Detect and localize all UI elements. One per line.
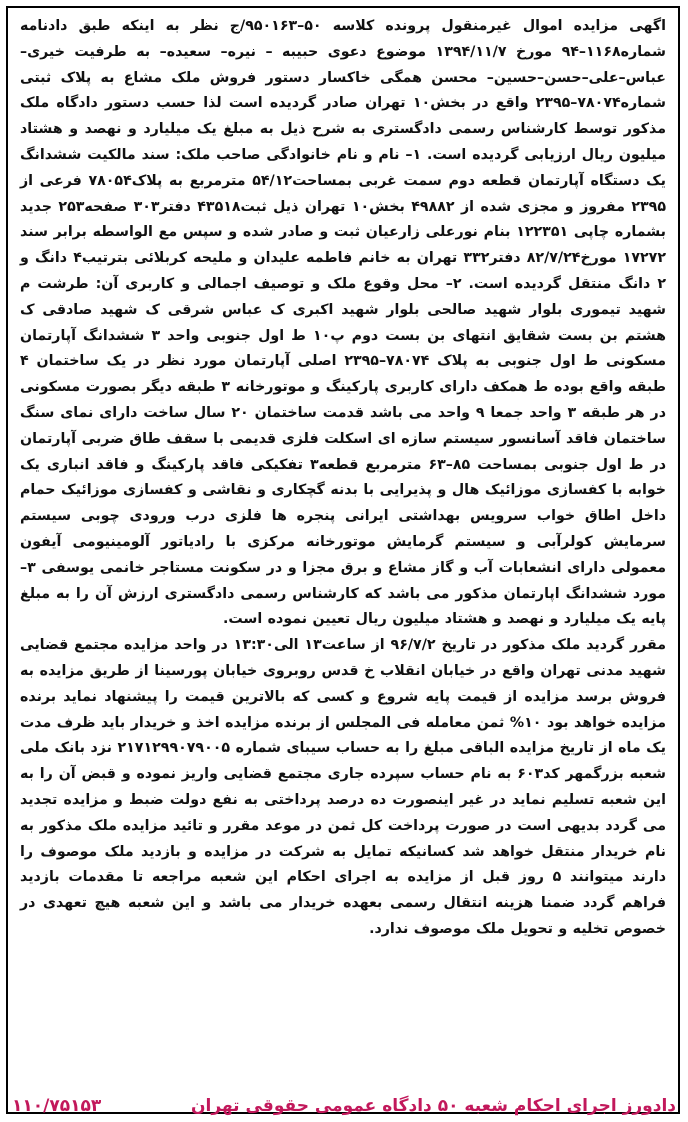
notice-body [20, 14, 666, 943]
footer-issuer: دادورز اجرای احکام شعبه ۵۰ دادگاه عمومی حقوقی تهران [191, 1096, 676, 1116]
notice-paragraph-2: مقرر گردید ملک مذکور در تاریخ ۹۶/۷/۲ از ساعت۱۳ الی۱۳:۳۰ در واحد مزایده مجتمع قضایی شهید مدنی تهران واقع در خیابان انقلاب خ قدس روبروی خیابان پورسینا از طریق مزایده به فروش برسد مزایده از قیمت پایه شروع و کسی که بالاترین قیمت را پیشنهاد نماید برنده مزایده خواهد بود ۱۰% ثمن معامله فی المجلس از برنده مزایده اخذ و خریدار باید ظرف مدت یک ماه از تاریخ مزایده الباقی مبلغ را به حساب سیبای شماره ۲۱۷۱۲۹۹۰۷۹۰۰۵ نزد بانک ملی شعبه بزرگمهر کد۶۰۳ به نام حساب سپرده جاری مجتمع قضایی واریز نموده و قبض آن را به این شعبه تسلیم نماید در غیر اینصورت ده درصد پرداختی به نفع دولت ضبط و مزایده تجدید می گردد بدیهی است در صورت پرداخت کل ثمن در موعد مقرر و تائید مزایده ملک مذکور به نام خریدار منتقل خواهد شد کسانیکه تمایل به شرکت در مزایده و بازدید ملک موصوف را دارند میتوانند ۵ روز قبل از مزایده به اجرای احکام این شعبه مراجعه تا مقدمات بازدید فراهم گردد ضمنا هزینه انتقال رسمی بعهده خریدار می باشد و این شعبه هیچ تعهدی در خصوص تخلیه و تحویل ملک موصوف ندارد. [20, 637, 667, 937]
notice-footer [12, 1092, 676, 1120]
footer-reference-number: ۱۱۰/۷۵۱۵۳ [12, 1096, 102, 1116]
notice-paragraph-1: اگهی مزایده اموال غیرمنقول پرونده کلاسه ۵۰–۹۵۰۱۶۳/ج نظر به اینکه طبق دادنامه شماره۱۱۶۸–۹۴ مورخ ۱۳۹۴/۱۱/۷ موضوع دعوی حبیبه – نیره– سعیده– به طرفیت خیری– عباس–علی–حسن–حسین– محسن همگی خاکسار دستور فروش ملک مشاع به پلاک ثبتی شماره۷۸۰۷۴–۲۳۹۵ واقع در بخش۱۰ تهران صادر گردیده است لذا حسب دستور دادگاه ملک مذکور توسط کارشناس رسمی دادگستری به شرح ذیل به مبلغ یک میلیارد و نهصد و هشتاد میلیون ریال ارزیابی گردیده است. ۱– نام و نام خانوادگی صاحب ملک: سند مالکیت ششدانگ یک دستگاه آپارتمان قطعه دوم سمت غربی بمساحت۵۴/۱۲ مترمربع به پلاک۷۸۰۵۴ فرعی از ۲۳۹۵ مفروز و مجزی شده از ۴۹۸۸۲ بخش۱۰ تهران ذیل ثبت۴۳۵۱۸ دفتر۳۰۳ صفحه۲۵۳ جدید بشماره چاپی ۱۲۲۳۵۱ بنام نورعلی زارعیان ثبت و صادر شده و سپس مع الواسطه برابر سند ۱۷۲۷۲ مورخ۸۲/۷/۲۴ دفتر۳۳۲ تهران به خانم فاطمه علیدان و ملیحه کربلائی بترتیب۴ دانگ و ۲ دانگ منتقل گردیده است. ۲– محل وقوع ملک و توصیف اجمالی و کاربری آن: طرشت م شهید تیموری بلوار شهید صالحی بلوار شهید اکبری ک عباس شرقی ک شهید صادقی ک هشتم بن بست شقایق انتهای بن بست دوم پ۱۰ ط اول جنوبی واحد ۳ ششدانگ آپارتمان مسکونی ط اول جنوبی به پلاک ۷۸۰۷۴–۲۳۹۵ اصلی آپارتمان مورد نظر در یک ساختمان ۴ طبقه واقع بوده ط همکف دارای کاربری پارکینگ و موتورخانه ۳ طبقه دیگر بصورت مسکونی در هر طبقه ۳ واحد جمعا ۹ واحد می باشد قدمت ساختمان ۲۰ سال ساخت دارای نمای سنگ ساختمان فاقد آسانسور سیستم سازه ای اسکلت فلزی قدیمی با سقف طاق ضربی آپارتمان در ط اول جنوبی بمساحت ۸۵–۶۳ مترمربع قطعه۳ تفکیکی فاقد پارکینگ و فاقد انباری یک خوابه با کفسازی موزائیک هال و پذیرایی با بدنه گچکاری و نقاشی و کفسازی موزائیک حمام داخل اطاق خواب سرویس بهداشتی ایرانی پنجره ها فلزی درب ورودی چوبی سیستم سرمایش کولرآبی و سیستم گرمایش موتورخانه مرکزی با رادیاتور آلومینیومی آیفون معمولی دارای انشعابات آب و گاز مشاع و برق مجزا و در سکونت مستاجر خانمی یوسفی ۳– مورد ششدانگ اپارتمان مذکور می باشد که کارشناس رسمی دادگستری ارزش آن را به مبلغ پایه یک میلیارد و نهصد و هشتاد میلیون ریال تعیین نموده است. [20, 18, 667, 628]
notice-frame [6, 6, 680, 1114]
